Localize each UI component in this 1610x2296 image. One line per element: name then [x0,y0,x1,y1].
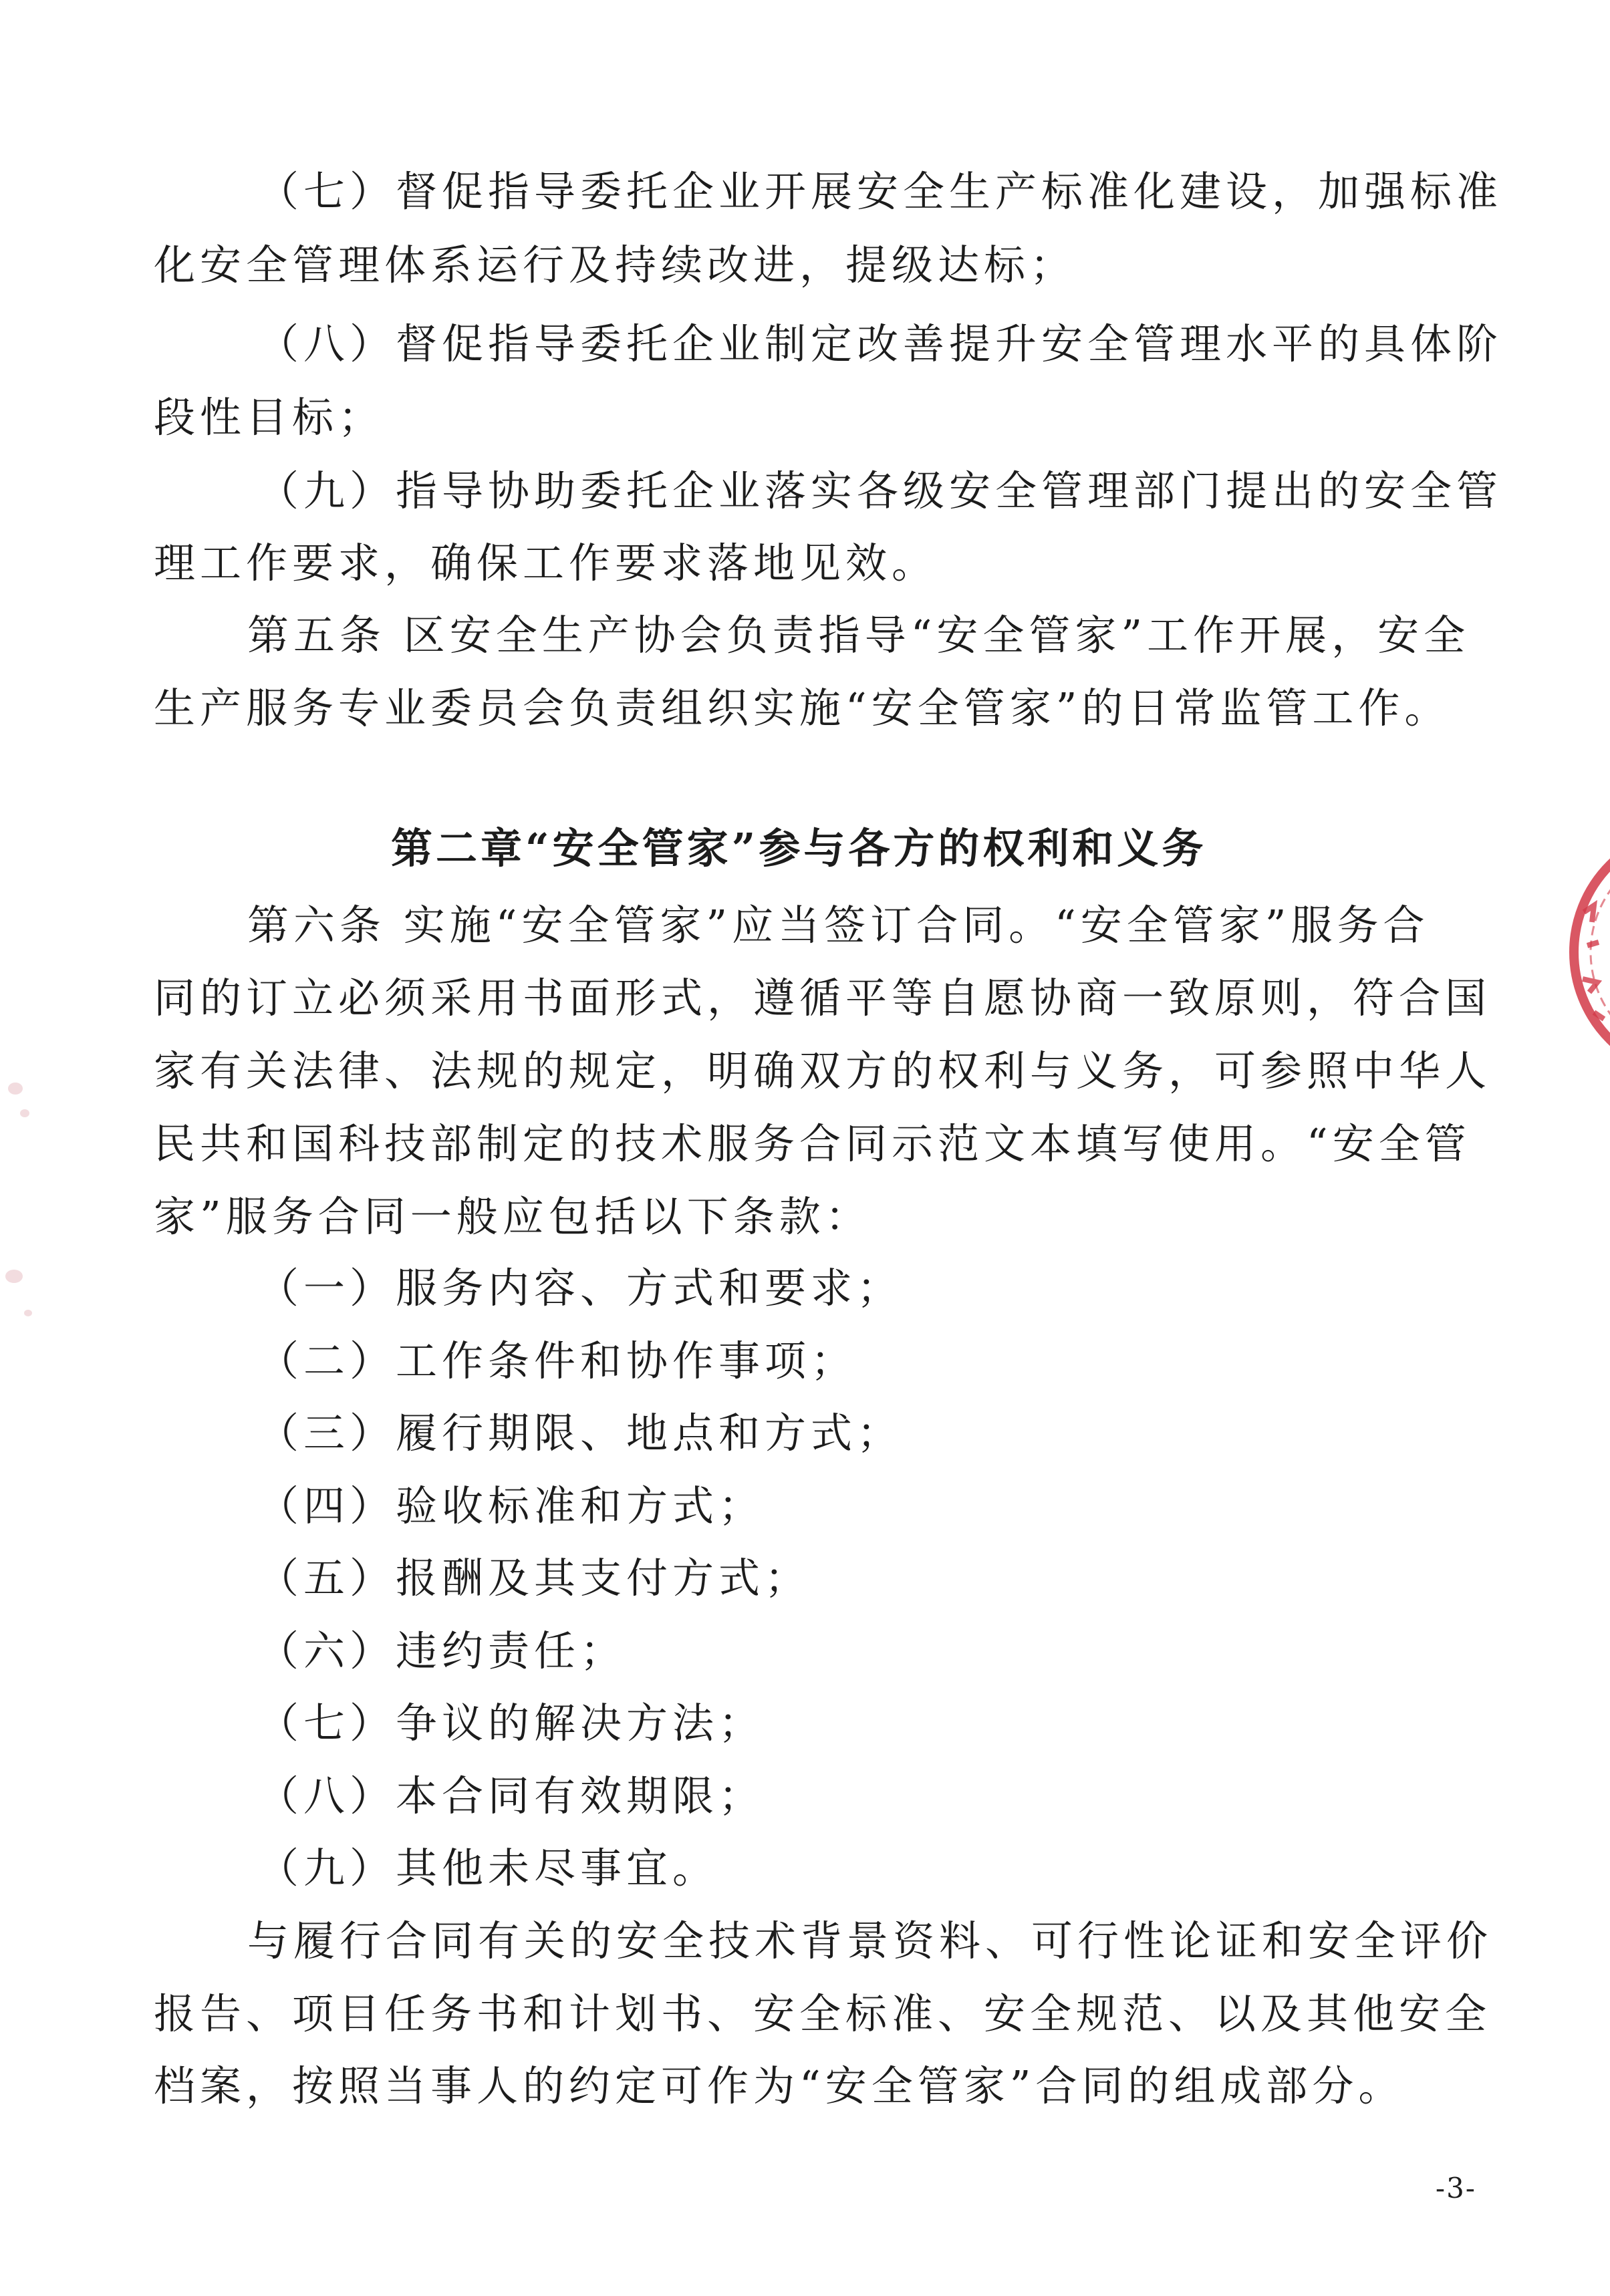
clause-8-line-2: 段性目标； [154,393,385,442]
clause-9-line-1: （九）指导协助委托企业落实各级安全管理部门提出的安全管 [257,466,1503,515]
term-9: （九）其他未尽事宜。 [257,1844,719,1892]
closing-line-2: 报告、项目任务书和计划书、安全标准、安全规范、以及其他安全 [154,1989,1492,2038]
stamp-bleed-mark [5,1270,23,1283]
stamp-bleed-mark [20,1109,29,1117]
article-6-line-3: 家有关法律、法规的规定，明确双方的权利与义务，可参照中华人 [154,1046,1492,1095]
stamp-bleed-mark [24,1310,32,1316]
term-1: （一）服务内容、方式和要求； [257,1264,904,1312]
term-3: （三）履行期限、地点和方式； [257,1409,904,1457]
clause-8-line-1: （八）督促指导委托企业制定改善提升安全管理水平的具体阶 [257,319,1503,368]
term-7: （七）争议的解决方法； [257,1699,765,1747]
article-5-line-1: 第五条 区安全生产协会负责指导“安全管家”工作开展，安全 [247,611,1470,660]
term-4: （四）验收标准和方式； [257,1481,765,1530]
article-6-line-4: 民共和国科技部制定的技术服务合同示范文本填写使用。“安全管 [154,1119,1471,1168]
term-8: （八）本合同有效期限； [257,1771,765,1820]
chapter-2-heading: 第二章“安全管家”参与各方的权利和义务 [391,824,1207,873]
clause-7-line-2: 化安全管理体系运行及持续改进，提级达标； [154,241,1077,289]
closing-line-1: 与履行合同有关的安全技术背景资料、可行性论证和安全评价 [247,1916,1493,1965]
article-6-line-5: 家”服务合同一般应包括以下条款： [154,1192,871,1241]
article-6-line-2: 同的订立必须采用书面形式，遵循平等自愿协商一致原则，符合国 [154,974,1492,1022]
term-2: （二）工作条件和协作事项； [257,1336,857,1385]
term-5: （五）报酬及其支付方式； [257,1554,811,1602]
official-seal [1557,812,1610,1093]
clause-9-line-2: 理工作要求，确保工作要求落地见效。 [154,539,938,587]
term-6: （六）违约责任； [257,1626,627,1675]
page-number: -3- [1435,2172,1476,2204]
stamp-bleed-mark [8,1083,23,1095]
closing-line-3: 档案，按照当事人的约定可作为“安全管家”合同的组成部分。 [154,2061,1405,2110]
clause-7-line-1: （七）督促指导委托企业开展安全生产标准化建设，加强标准 [257,167,1503,216]
article-5-line-2: 生产服务专业委员会负责组织实施“安全管家”的日常监管工作。 [154,684,1451,732]
article-6-line-1: 第六条 实施“安全管家”应当签订合同。“安全管家”服务合 [247,901,1430,950]
